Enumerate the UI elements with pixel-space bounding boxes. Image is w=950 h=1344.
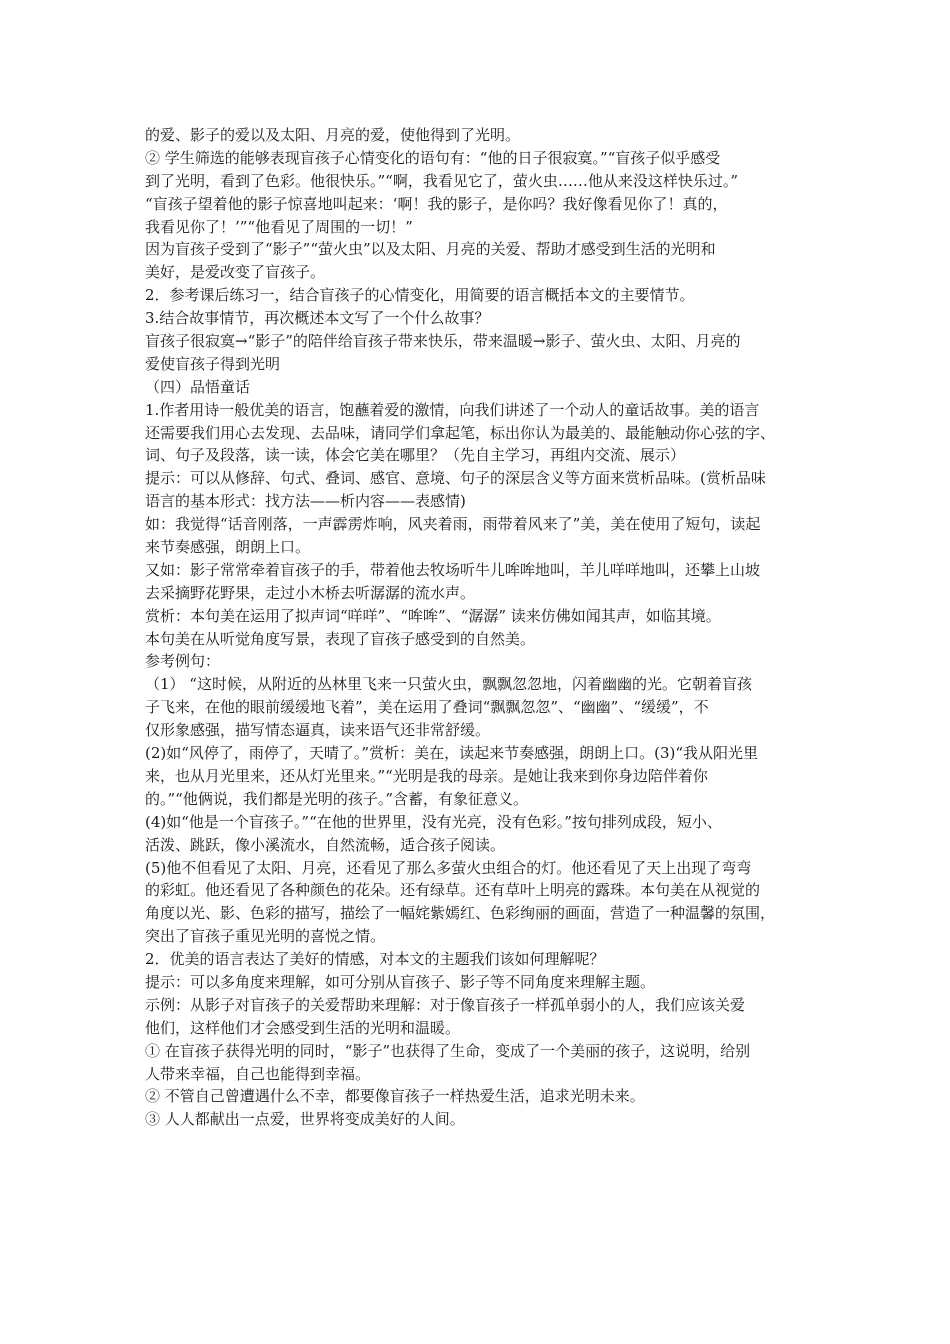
text-line: 来节奏感强，朗朗上口。 bbox=[145, 538, 311, 557]
text-line: 2．参考课后练习一，结合盲孩子的心情变化，用简要的语言概括本文的主要情节。 bbox=[145, 286, 695, 305]
text-line: (4)如“他是一个盲孩子。”“在他的世界里，没有光亮，没有色彩。”按句排列成段，短小、 bbox=[145, 812, 722, 831]
text-line: 美好，是爱改变了盲孩子。 bbox=[145, 263, 326, 282]
text-line: 又如：影子常常牵着盲孩子的手，带着他去牧场听牛儿哞哞地叫，羊儿咩咩地叫，还攀上山坡 bbox=[145, 560, 761, 579]
text-line: 参考例句： bbox=[145, 652, 221, 671]
document-body bbox=[145, 124, 825, 1131]
text-line: 的。”“他俩说，我们都是光明的孩子。”含蓄，有象征意义。 bbox=[145, 789, 529, 808]
text-line: 子飞来，在他的眼前缓缓地飞着”，美在运用了叠词“飘飘忽忽”、“幽幽”、“缓缓”，不 bbox=[145, 698, 709, 717]
text-line: 提示：可以从修辞、句式、叠词、感官、意境、句子的深层含义等方面来赏析品味。(赏析品味 bbox=[145, 469, 766, 488]
text-line: ② 不管自己曾遭遇什么不幸，都要像盲孩子一样热爱生活，追求光明未来。 bbox=[145, 1087, 645, 1106]
text-line: 如：我觉得“话音刚落，一声霹雳炸响，风夹着雨，雨带着风来了”美，美在使用了短句，读起 bbox=[145, 515, 761, 534]
text-line: 盲孩子很寂寞→“影子”的陪伴给盲孩子带来快乐，带来温暖→影子、萤火虫、太阳、月亮的 bbox=[145, 332, 741, 351]
text-line: ② 学生筛选的能够表现盲孩子心情变化的语句有：“他的日子很寂寞。”“盲孩子似乎感受 bbox=[145, 148, 721, 167]
text-line: 活泼、跳跃，像小溪流水，自然流畅，适合孩子阅读。 bbox=[145, 835, 506, 854]
text-line: (2)如“风停了，雨停了，天晴了。”赏析：美在，读起来节奏感强，朗朗上口。(3)“我从阳光里 bbox=[145, 744, 759, 763]
text-line: 语言的基本形式：找方法——析内容——表感情) bbox=[145, 492, 466, 511]
text-line: 提示：可以多角度来理解，如可分别从盲孩子、影子等不同角度来理解主题。 bbox=[145, 972, 656, 991]
text-line: （1） “这时候，从附近的丛林里飞来一只萤火虫，飘飘忽忽地，闪着幽幽的光。它朝着盲孩 bbox=[145, 675, 752, 694]
text-line: ③ 人人都献出一点爱，世界将变成美好的人间。 bbox=[145, 1110, 465, 1129]
text-line: 他们，这样他们才会感受到生活的光明和温暖。 bbox=[145, 1018, 461, 1037]
section-heading: （四）品悟童话 bbox=[145, 377, 251, 396]
text-line: “盲孩子望着他的影子惊喜地叫起来：‘啊！我的影子，是你吗？我好像看见你了！真的， bbox=[145, 194, 728, 213]
text-line: 到了光明，看到了色彩。他很快乐。”“啊，我看见它了，萤火虫……他从来没这样快乐过。” bbox=[145, 171, 739, 190]
text-line: 仅形象感强，描写情态逼真，读来语气还非常舒缓。 bbox=[145, 721, 491, 740]
text-line: 的彩虹。他还看见了各种颜色的花朵。还有绿草。还有草叶上明亮的露珠。本句美在从视觉的 bbox=[145, 881, 761, 900]
text-line: 词、句子及段落，读一读，体会它美在哪里？（先自主学习，再组内交流、展示） bbox=[145, 446, 686, 465]
text-line: 2．优美的语言表达了美好的情感，对本文的主题我们该如何理解呢？ bbox=[145, 950, 605, 969]
text-line: 角度以光、影、色彩的描写，描绘了一幅姹紫嫣红、色彩绚丽的画面，营造了一种温馨的氛围， bbox=[145, 904, 776, 923]
text-line: (5)他不但看见了太阳、月亮，还看见了那么多萤火虫组合的灯。他还看见了天上出现了弯弯 bbox=[145, 858, 752, 877]
text-line: 的爱、影子的爱以及太阳、月亮的爱，使他得到了光明。 bbox=[145, 126, 521, 144]
text-line: 本句美在从听觉角度写景，表现了盲孩子感受到的自然美。 bbox=[145, 629, 536, 648]
text-line: 突出了盲孩子重见光明的喜悦之情。 bbox=[145, 927, 386, 946]
text-line: 1.作者用诗一般优美的语言，饱蘸着爱的激情，向我们讲述了一个动人的童话故事。美的语言 bbox=[145, 400, 760, 419]
text-line: 3.结合故事情节，再次概述本文写了一个什么故事？ bbox=[145, 309, 490, 328]
text-line: 去采摘野花野果，走过小木桥去听潺潺的流水声。 bbox=[145, 583, 476, 602]
text-line: 来，也从月光里来，还从灯光里来。”“光明是我的母亲。是她让我来到你身边陪伴着你 bbox=[145, 766, 708, 785]
text-line: 因为盲孩子受到了“影子”“萤火虫”以及太阳、月亮的关爱、帮助才感受到生活的光明和 bbox=[145, 240, 716, 259]
text-line: 还需要我们用心去发现、去品味，请同学们拿起笔，标出你认为最美的、最能触动你心弦的字、 bbox=[145, 423, 776, 442]
text-line: 爱使盲孩子得到光明 bbox=[145, 354, 281, 373]
text-line: ① 在盲孩子获得光明的同时，“影子”也获得了生命，变成了一个美丽的孩子，这说明，给别 bbox=[145, 1041, 751, 1060]
text-line: 示例：从影子对盲孩子的关爱帮助来理解：对于像盲孩子一样孤单弱小的人，我们应该关爱 bbox=[145, 995, 746, 1014]
text-line: 赏析：本句美在运用了拟声词“咩咩”、“哞哞”、“潺潺” 读来仿佛如闻其声，如临其境。 bbox=[145, 606, 721, 625]
text-line: 我看见你了！’”“他看见了周围的一切！” bbox=[145, 217, 413, 236]
text-line: 人带来幸福，自己也能得到幸福。 bbox=[145, 1064, 371, 1083]
